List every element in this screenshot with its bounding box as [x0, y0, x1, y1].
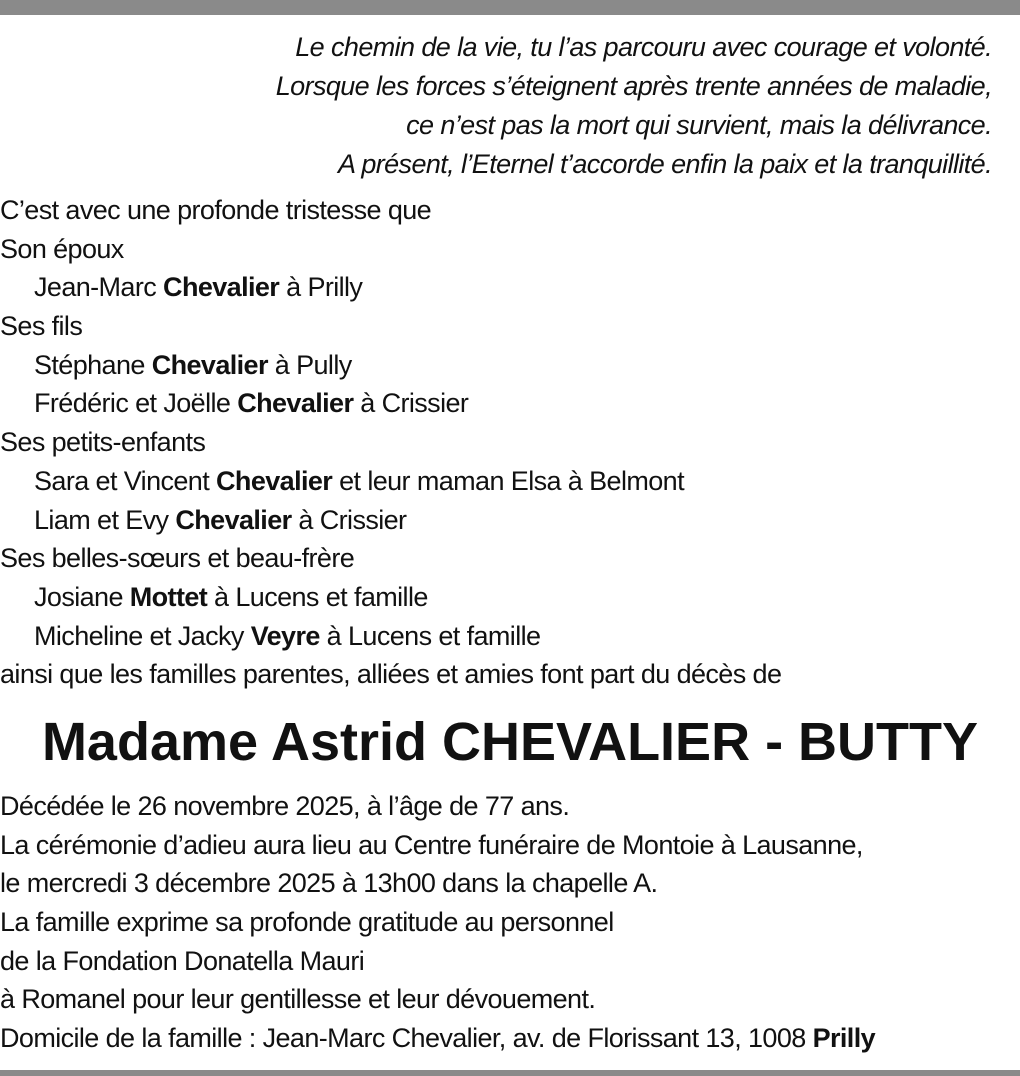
ceremony-details — [0, 787, 1010, 1058]
surname: Chevalier — [237, 388, 354, 419]
family-member: Sara et Vincent Chevalier et leur maman Elsa à Belmont — [34, 465, 684, 496]
closing-line: ainsi que les familles parentes, alliées et amies font part du décès de — [0, 659, 782, 690]
family-list — [0, 191, 1010, 694]
sons-heading: Ses fils — [0, 311, 83, 342]
surname: Chevalier — [216, 465, 333, 496]
top-rule — [0, 0, 1020, 15]
family-member: Josiane Mottet à Lucens et famille — [34, 581, 428, 612]
detail-line: le mercredi 3 décembre 2025 à 13h00 dans la chapelle A. — [0, 868, 658, 899]
detail-line: La cérémonie d’adieu aura lieu au Centre funéraire de Montoie à Lausanne, — [0, 829, 863, 860]
family-member: Frédéric et Joëlle Chevalier à Crissier — [34, 388, 469, 419]
intro-line: C’est avec une profonde tristesse que — [0, 195, 432, 225]
detail-line: de la Fondation Donatella Mauri — [0, 945, 365, 976]
family-member: Jean-Marc Chevalier à Prilly — [34, 272, 363, 303]
family-member: Micheline et Jacky Veyre à Lucens et famille — [34, 620, 541, 651]
domicile-city: Prilly — [812, 1023, 876, 1054]
surname: Chevalier — [151, 349, 268, 380]
poem-line: ce n’est pas la mort qui survient, mais la délivrance. — [406, 110, 992, 140]
surname: Veyre — [250, 620, 320, 651]
bottom-rule — [0, 1070, 1020, 1076]
spouse-heading: Son époux — [0, 233, 124, 264]
detail-line: La famille exprime sa profonde gratitude au personnel — [0, 907, 614, 938]
domicile-line: Domicile de la famille : Jean-Marc Chevalier, av. de Florissant 13, 1008 Prilly — [0, 1023, 876, 1054]
detail-line: à Romanel pour leur gentillesse et leur dévouement. — [0, 984, 596, 1015]
inlaws-heading: Ses belles-sœurs et beau-frère — [0, 543, 355, 574]
surname: Mottet — [129, 581, 208, 612]
family-member: Liam et Evy Chevalier à Crissier — [34, 504, 407, 535]
poem-line: Lorsque les forces s’éteignent après trente années de maladie, — [275, 71, 992, 101]
detail-line: Décédée le 26 novembre 2025, à l’âge de 77 ans. — [0, 791, 570, 821]
poem-line: Le chemin de la vie, tu l’as parcouru avec courage et volonté. — [295, 32, 992, 62]
poem — [12, 28, 992, 184]
family-member: Stéphane Chevalier à Pully — [34, 349, 352, 380]
poem-line: A présent, l’Eternel t’accorde enfin la paix et la tranquillité. — [338, 149, 992, 179]
surname: Chevalier — [163, 272, 280, 303]
grandchildren-heading: Ses petits-enfants — [0, 427, 206, 458]
surname: Chevalier — [175, 504, 292, 535]
deceased-name: Madame Astrid CHEVALIER - BUTTY — [41, 712, 979, 772]
